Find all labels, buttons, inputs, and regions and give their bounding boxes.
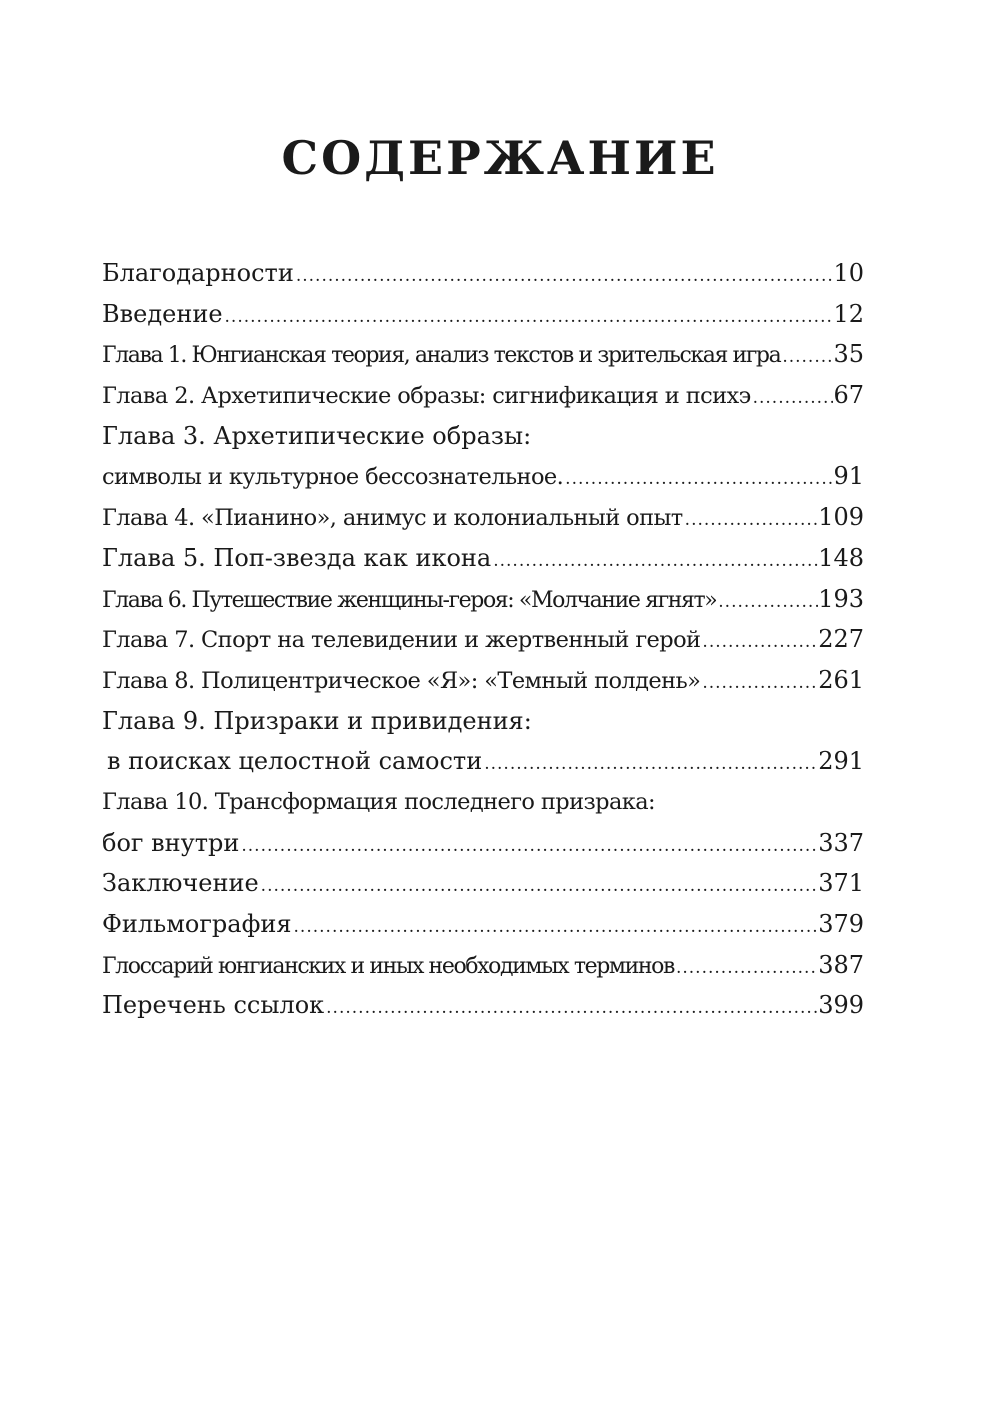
dot-leader: [324, 988, 818, 1026]
toc-entry-title: символы и культурное бессознательное.: [102, 464, 564, 491]
toc-entry-title: Заключение: [102, 869, 259, 898]
toc-page-number: 387: [818, 950, 864, 979]
toc-page-number: 261: [818, 665, 864, 694]
toc-entry-title: в поисках целостной самости: [107, 747, 483, 776]
toc-entry-title: Благодарности: [102, 259, 294, 287]
toc-entry-title: Глава 1. Юнгианская теория, анализ текстов и зрительская игра: [102, 343, 781, 369]
toc-entry-glossary[interactable]: [102, 945, 864, 986]
dot-leader: [223, 297, 834, 335]
toc-entry-filmography[interactable]: [102, 904, 864, 945]
toc-entry-title: бог внутри: [102, 828, 240, 857]
toc-entry-title: Глава 8. Полицентрическое «Я»: «Темный полдень»: [102, 667, 701, 694]
toc-entry-chapter-9[interactable]: [102, 701, 864, 742]
dot-leader: [239, 826, 818, 864]
toc-entry-chapter-2[interactable]: [102, 375, 864, 416]
dot-leader: [780, 337, 833, 375]
toc-page-number: 371: [818, 869, 864, 898]
toc-entry-title: Глава 10. Трансформация последнего призрака:: [102, 788, 656, 815]
table-of-contents: [102, 253, 864, 1026]
toc-page-number: 10: [833, 259, 864, 287]
toc-entry-title: Глава 9. Призраки и привидения:: [102, 706, 532, 735]
toc-entry-title: Глава 6. Путешествие женщины-героя: «Молчание ягнят»: [102, 587, 717, 613]
toc-entry-chapter-3[interactable]: [102, 416, 864, 457]
toc-entry-acknowledgements[interactable]: [102, 253, 864, 294]
dot-leader: [563, 459, 833, 497]
toc-entry-title: Глава 3. Архетипические образы:: [102, 421, 532, 450]
toc-entry-chapter-5[interactable]: [102, 538, 864, 579]
toc-page-number: 291: [818, 747, 864, 776]
dot-leader: [716, 582, 818, 620]
toc-page-number: 379: [818, 910, 864, 938]
toc-entry-chapter-4[interactable]: [102, 497, 864, 538]
toc-entry-title: Глоссарий юнгианских и иных необходимых терминов: [102, 953, 674, 979]
toc-entry-title: Перечень ссылок: [102, 991, 325, 1020]
toc-entry-references[interactable]: [102, 985, 864, 1026]
dot-leader: [491, 541, 818, 579]
dot-leader: [294, 256, 834, 294]
page-title: СОДЕРЖАНИЕ: [281, 131, 719, 185]
toc-page-number: 35: [833, 340, 864, 369]
toc-entry-chapter-3-continued[interactable]: [102, 456, 864, 497]
dot-leader: [259, 866, 819, 904]
toc-entry-title: Глава 2. Архетипические образы: сигнификация и психэ: [102, 383, 751, 410]
toc-entry-title: Глава 5. Поп-звезда как икона: [102, 543, 492, 572]
dot-leader: [683, 500, 819, 538]
toc-entry-chapter-8[interactable]: [102, 660, 864, 701]
dot-leader: [700, 622, 818, 660]
toc-entry-chapter-1[interactable]: [102, 334, 864, 375]
toc-entry-introduction[interactable]: [102, 294, 864, 335]
toc-entry-title: Глава 4. «Пианино», анимус и колониальный опыт: [102, 505, 683, 532]
toc-entry-conclusion[interactable]: [102, 863, 864, 904]
toc-entry-title: Фильмография: [102, 910, 292, 938]
dot-leader: [482, 744, 818, 782]
dot-leader: [674, 948, 818, 986]
toc-page-number: 12: [833, 299, 864, 328]
toc-entry-chapter-10-continued[interactable]: [102, 823, 864, 864]
toc-entry-chapter-7[interactable]: [102, 619, 864, 660]
dot-leader: [700, 663, 818, 701]
toc-entry-chapter-9-continued[interactable]: [102, 741, 864, 782]
toc-page-number: 109: [818, 503, 864, 532]
toc-entry-title: Введение: [102, 299, 223, 328]
toc-page-number: 91: [833, 462, 864, 491]
toc-page-number: 227: [818, 625, 864, 654]
dot-leader: [751, 378, 834, 416]
dot-leader: [292, 907, 819, 945]
toc-entry-title: Глава 7. Спорт на телевидении и жертвенный герой: [102, 627, 701, 654]
toc-page-number: 193: [818, 584, 864, 613]
toc-page-number: 337: [818, 828, 864, 857]
toc-entry-chapter-6[interactable]: [102, 579, 864, 620]
toc-entry-chapter-10[interactable]: [102, 782, 864, 823]
toc-page-number: 148: [818, 543, 864, 572]
toc-page-number: 399: [818, 991, 864, 1020]
toc-page-number: 67: [833, 381, 864, 410]
